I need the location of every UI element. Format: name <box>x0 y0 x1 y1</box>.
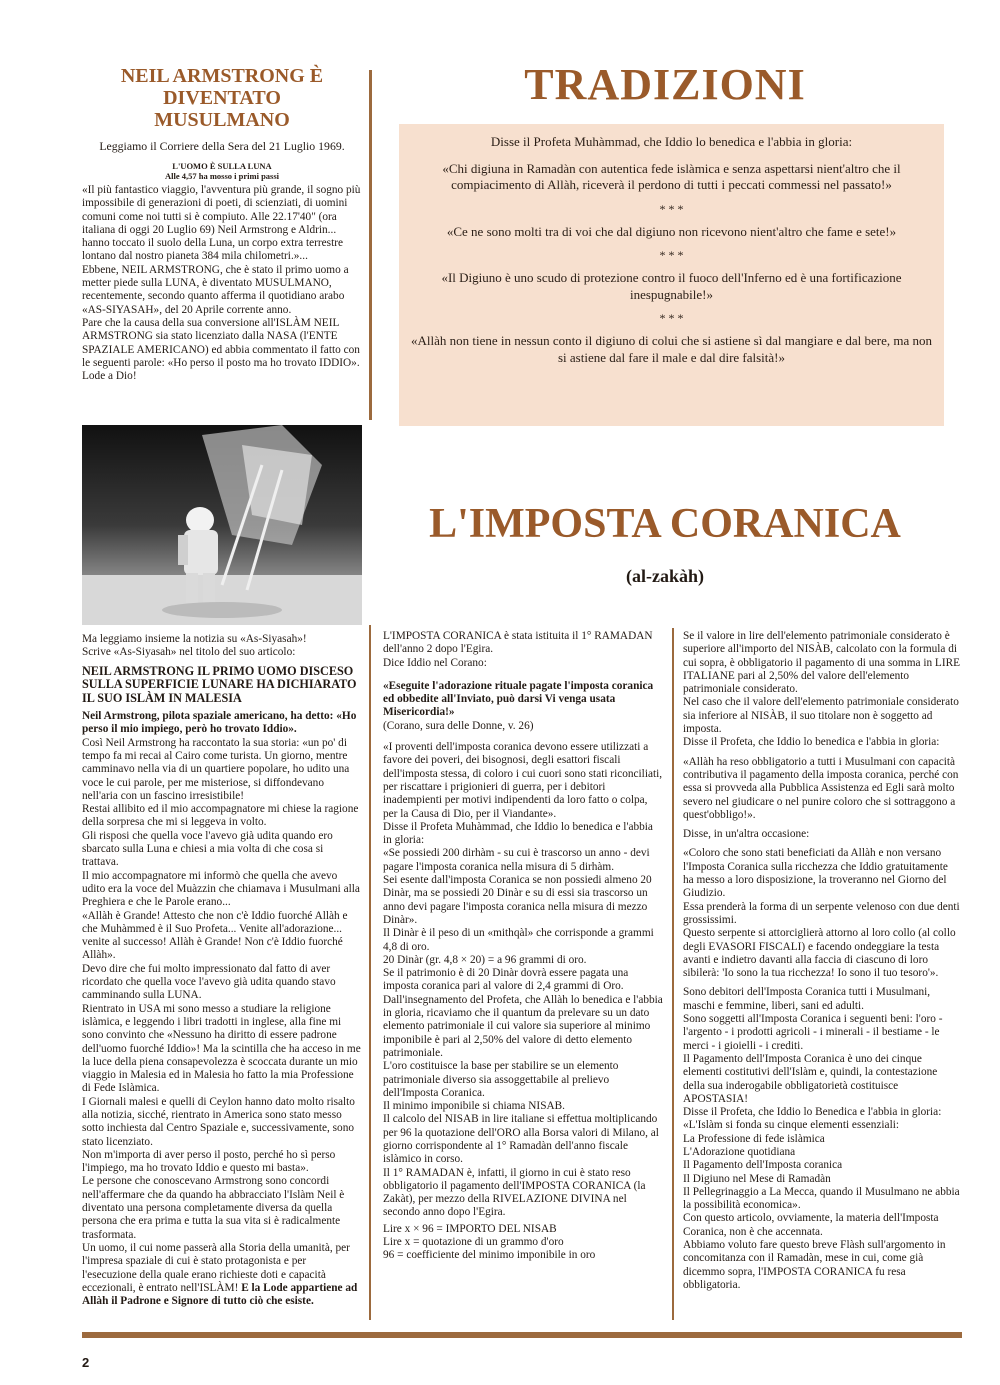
hadith: «Ce ne sono molti tra di voi che dal digiuno non ricevono nient'altro che fame e sete!» <box>446 223 897 239</box>
paragraph: Il 1° RAMADAN è, infatti, il giorno in cui è stato reso obbligatorio il pagamento dell'IMPOSTA CORANICA (la Zakàt), per mezzo della RIVELAZIONE DIVINA nel secondo anno dopo l'Egira. <box>383 1166 646 1219</box>
subheading-2: Alle 4,57 ha mosso i primi passi <box>164 171 280 181</box>
closing-bold: E la Lode appartiene ad Allàh il Padrone e Signore di tutto ciò che esiste. <box>82 1281 358 1308</box>
paragraph: Nel caso che il valore dell'elemento patrimoniale considerato sia inferiore al NISÀB, il suo titolare non è soggetto ad imposta. <box>683 696 959 736</box>
headline: NEIL ARMSTRONG IL PRIMO UOMO DISCESO SULLA SUPERFICIE LUNARE HA DICHIARATO IL SUO ISLÀM IN MALESIA <box>82 663 357 705</box>
left-lower <box>82 633 362 1308</box>
imposta-subtitle: (al-zakàh) <box>626 566 704 586</box>
article-title: NEIL ARMSTRONG È DIVENTATO MUSULMANO <box>120 65 324 131</box>
quran-reference: (Corano, sura delle Donne, v. 26) <box>383 719 534 732</box>
paragraph: «L'Islàm si fonda su cinque elementi essenziali: <box>683 1119 899 1132</box>
list-item: Il Pagamento dell'Imposta coranica <box>683 1159 843 1172</box>
list-item: L'Adorazione quotidiana <box>683 1145 796 1158</box>
paragraph: Essa prenderà la forma di un serpente velenoso con due denti grossissimi. <box>683 900 960 926</box>
formula: 96 = coefficiente del minimo imponibile in oro <box>383 1249 596 1262</box>
separator: * * * <box>659 311 684 325</box>
paragraph: Ebbene, NEIL ARMSTRONG, che è stato il primo uomo a metter piede sulla LUNA, è diventato MUSULMANO, recentemente, secondo quanto afferma il quotidiano arabo «AS-SIYASAH», del 20 Aprile corrente anno. <box>82 263 349 316</box>
paragraph: Abbiamo voluto fare questo breve Flàsh sull'argomento in concomitanza con il Ramadàn, mese in cui, come già dicemmo sopra, l'IMPOSTA CORANICA fu resa obbligatoria. <box>683 1239 946 1291</box>
paragraph: Non m'importa di aver perso il posto, perché ho sì perso l'impiego, ma ho trovato Iddio e questo mi basta». <box>82 1148 336 1175</box>
list-item: Il Pellegrinaggio a La Mecca, quando il Musulmano ne abbia la possibilità economica». <box>683 1185 960 1212</box>
hadith: «Chi digiuna in Ramadàn con autentica fede islàmica e senza aspettarsi nient'altro che il compiacimento di Allàh, riceverà il perdono di tutti i peccati commessi nel passato!» <box>442 160 901 192</box>
imposta-title: L'IMPOSTA CORANICA <box>429 501 901 547</box>
paragraph: Disse, in un'altra occasione: <box>683 828 810 841</box>
paragraph: Disse il Profeta, che Iddio lo benedica e l'abbia in gloria: <box>683 736 940 749</box>
left-article <box>82 65 362 383</box>
paragraph: Scrive «As-Siyasah» nel titolo del suo articolo: <box>82 646 296 659</box>
paragraph: 20 Dinàr (gr. 4,8 × 20) = a 96 grammi di oro. <box>383 953 587 966</box>
paragraph: Il mio accompagnatore mi informò che quella che avevo udito era la voce del Muàzzin che chiamava i Musulmani alla Preghiera e che le Parole erano... <box>82 869 360 909</box>
formula: Lire x × 96 = IMPORTO DEL NISAB <box>383 1222 557 1235</box>
subheading: L'UOMO È SULLA LUNA <box>172 161 272 171</box>
column-rule <box>369 625 371 1320</box>
tradizioni-box <box>399 124 944 426</box>
hadith: «Il Digiuno è uno scudo di protezione contro il fuoco dell'Inferno ed è una fortificazione inespugnabile!» <box>441 270 902 302</box>
tradizioni-title: TRADIZIONI <box>524 60 806 109</box>
paragraph: Dice Iddio nel Corano: <box>383 656 487 669</box>
paragraph: Questo serpente si attorciglierà attorno al loro collo (al collo degli EVASORI FISCALI) e facendo ondeggiare la testa avanti e indietro davanti alla faccia di ciascuno di loro sibilerà: 'Io sono la tua ricchezza! Io sono il tuo tesoro'». <box>683 927 956 980</box>
bottom-rule <box>82 1332 962 1338</box>
closing <box>82 1242 362 1308</box>
paragraph: Sono soggetti all'Imposta Coranica i seguenti beni: l'oro - l'argento - i prodotti agricoli - i minerali - il bestiame - le merci - i gioielli - i crediti. <box>683 1013 943 1052</box>
paragraph: Se il valore in lire dell'elemento patrimoniale considerato è superiore all'importo del NISÀB, calcolato con la formula di cui sopra, è obbligatorio il pagamento di una somma in LIRE ITALIANE pari al 2,50% del valore dell'elemento patrimoniale considerato. <box>683 630 961 696</box>
paragraph: Il Dinàr è il peso di un «mithqàl» che corrisponde a grammi 4,8 di oro. <box>383 927 654 953</box>
paragraph: Il calcolo del NISAB in lire italiane si effettua moltiplicando per 96 la quotazione dell'ORO alla Borsa valori di Milano, al giorno corrispondente al 1° Ramadàn dell'anno fiscale islàmico in corso. <box>383 1113 659 1166</box>
paragraph: Il minimo imponibile si chiama NISAB. <box>383 1100 565 1113</box>
paragraph: Con questo articolo, ovviamente, la materia dell'Imposta Coranica, non è che accennata. <box>683 1212 939 1238</box>
column-rule <box>369 70 372 420</box>
paragraph: Disse il Profeta, che Iddio lo Benedica e l'abbia in gloria: <box>683 1106 942 1119</box>
quran-quote: «Eseguite l'adorazione rituale pagate l'imposta coranica ed obbedite all'Inviato, può darsi Vi venga usata Misericordia!» <box>383 679 654 719</box>
paragraph: Le persone che conoscevano Armstrong sono concordi nell'affermare che da quando ha abbracciato l'Islàm Neil è diventato una persona completamente diversa da quella persona che era prima e tutta la sua vita si è radicalmente trasformata. <box>82 1175 345 1241</box>
hadith: «Allàh non tiene in nessun conto il digiuno di colui che si astiene sì dal mangiare e dal bere, ma non si astiene dal fare il male e dal dire falsità!» <box>411 333 932 365</box>
column-rule <box>672 628 674 1320</box>
paragraph: «Allàh è Grande! Attesto che non c'è Iddio fuorché Allàh e che Muhàmmed è il Suo Profeta... Venite all'adorazione... venite al successo! Allàh è Grande! Non c'è Iddio fuorché Allàh». <box>82 909 348 962</box>
paragraph: «Se possiedi 200 dirhàm - su cui è trascorso un anno - devi pagare l'imposta coranica nella misura di 5 dirhàm. <box>383 847 650 873</box>
paragraph: I Giornali malesi e quelli di Ceylon hanno dato molto risalto alla notizia, sicché, rientrato in America sono stato messo sotto inchiesta dal Centro Spaziale e, successivamente, sono stato licenziato. <box>82 1095 355 1148</box>
intro: Leggiamo il Corriere della Sera del 21 Luglio 1969. <box>99 139 345 153</box>
separator: * * * <box>659 248 684 262</box>
paragraph: Pare che la causa della sua conversione all'ISLÀM NEIL ARMSTRONG sia stato licenziato dalla NASA (l'ENTE SPAZIALE AMERICANO) ed abbia commentato il fatto con le seguenti parole: «Ho perso il posto ma ho trovato IDDIO». <box>82 316 360 369</box>
paragraph: Gli risposi che quella voce l'avevo già udita quando ero sbarcato sulla Luna e chiesi a mia volta di che cosa si trattava. <box>82 829 333 869</box>
paragraph: «Coloro che sono stati beneficiati da Allàh e non versano l'Imposta Coranica sulla ricchezza che Iddio gratuitamente ha messo a loro disposizione, la troveranno nel Giorno del Giudizio. <box>683 847 948 900</box>
paragraph: Devo dire che fui molto impressionato dal fatto di aver ricordato che quella voce l'avevo già udita quando stavo camminando sulla LUNA. <box>82 962 336 1002</box>
closing-text: Un uomo, il cui nome passerà alla Storia della umanità, per l'impresa spaziale di cui è stato protagonista e per l'esecuzione della quale erano richieste doti e capacità eccezionali, è entrato nell'ISLÀM! <box>82 1241 350 1294</box>
paragraph: Rientrato in USA mi sono messo a studiare la religione islàmica, e leggendo i libri tradotti in inglese, alla fine mi sono convinto che «Nessuno ha diritto di essere padrone dell'uomo fuorché Iddio»! Ma la scintilla che ha acceso in me la luce della piena consapevolezza è scoccata durante un mio viaggio in Malesia ed in Malesia ho fatto la mia Professione di Fede Islàmica. <box>82 1002 361 1095</box>
separator: * * * <box>659 201 684 216</box>
paragraph: Ma leggiamo insieme la notizia su «As-Siyasah»! <box>82 633 307 645</box>
paragraph: «Allàh ha reso obbligatorio a tutti i Musulmani con capacità contributiva il pagamento della imposta coranica, perché con essa si provveda alla Pubblica Assistenza ed Egli sarà molto severo nel giudicare o nel punire coloro che si sottraggono a quest'obbligo!». <box>683 755 959 821</box>
paragraph: L'oro costituisce la base per stabilire se un elemento patrimoniale diverso sia assoggettabile al prelievo dell'Imposta Coranica. <box>383 1060 619 1099</box>
imposta-col1 <box>383 630 663 1263</box>
page-number: 2 <box>82 1355 90 1370</box>
tradizioni-intro: Disse il Profeta Muhàmmad, che Iddio lo benedica e l'abbia in gloria: <box>490 134 853 149</box>
paragraph: Restai allibito ed il mio accompagnatore mi chiese la ragione della sorpresa che mi si leggeva in volto. <box>82 803 359 829</box>
paragraph: «Il più fantastico viaggio, l'avventura più grande, il sogno più impossibile di generazioni di poeti, di scienziati, di uomini comuni come noi tutti si è compiuto. Alle 22.17'40" (ora italiana di oggi 20 Luglio 69) Neil Armstrong e Aldrin... hanno toccato il suolo della Luna, un corpo extra terrestre lontano dal nostro pianeta 384 mila chilometri.»... <box>82 184 361 263</box>
paragraph: Sono debitori dell'Imposta Coranica tutti i Musulmani, maschi e femmine, liberi, sani ed adulti. <box>683 986 931 1012</box>
paragraph: Se il patrimonio è di 20 Dinàr dovrà essere pagata una imposta coranica pari al valore di 2,4 grammi di Oro. <box>383 967 629 993</box>
paragraph: Dall'insegnamento del Profeta, che Allàh lo benedica e l'abbia in gloria, ricaviamo che il quantum da prelevare su un dato elemento patrimoniale il cui valore sia superiore al minimo imponibile è pari al 2,50% del valore di detto elemento patrimoniale. <box>383 993 663 1059</box>
paragraph: Il Pagamento dell'Imposta Coranica è uno dei cinque elementi costitutivi dell'Islàm e, quindi, la contestazione della sua inderogabile obbligatorietà costituisce APOSTASIA! <box>683 1052 938 1105</box>
paragraph: «I proventi dell'imposta coranica devono essere utilizzati a favore dei poveri, dei bisognosi, degli esattori fiscali dell'imposta stessa, di coloro i cui cuori sono stati riconciliati, per riscattare i prigionieri di guerra, per i debitori inadempienti per motivi indipendenti da loro fatto o colpa, per la Causa di Dio, per il Viandante». <box>383 741 663 820</box>
list-item: Il Digiuno nel Mese di Ramadàn <box>683 1172 831 1185</box>
lead: Neil Armstrong, pilota spaziale americano, ha detto: «Ho perso il mio impiego, però ho trovato Iddio». <box>82 710 357 736</box>
paragraph: Così Neil Armstrong ha raccontato la sua storia: «un po' di tempo fa mi recai al Cairo come turista. Un giorno, mentre camminavo nella via di un quartiere popolare, ho udito una voce le cui parole, per me misteriose, si diffondevano nell'aria con un fascino irresistibile! <box>82 736 350 802</box>
moon-photo <box>82 425 362 625</box>
list-item: La Professione di fede islàmica <box>683 1132 825 1145</box>
paragraph: Sei esente dall'imposta Coranica se non possiedi almeno 20 Dinàr, ma se possiedi 20 Dinàr e su di essi sia trascorso un anno devi pagare l'imposta coranica nella misura di mezzo Dinàr». <box>383 874 652 926</box>
paragraph: Lode a Dio! <box>82 370 137 383</box>
paragraph: Disse il Profeta Muhàmmad, che Iddio lo benedica e l'abbia in gloria: <box>383 820 653 847</box>
formula: Lire x = quotazione di un grammo d'oro <box>383 1236 564 1249</box>
imposta-col2 <box>683 630 961 1292</box>
paragraph: L'IMPOSTA CORANICA è stata istituita il 1° RAMADAN dell'anno 2 dopo l'Egira. <box>383 630 653 656</box>
